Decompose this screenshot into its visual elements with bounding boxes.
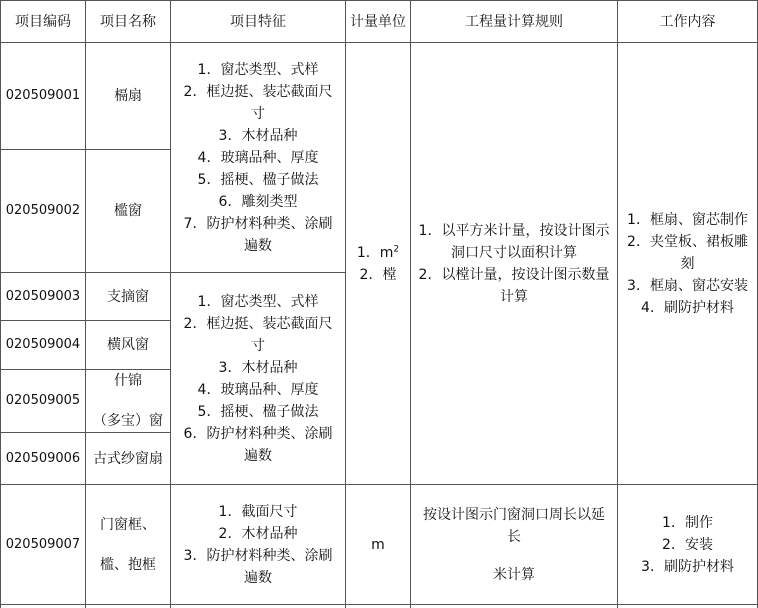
- header-features: 项目特征: [230, 13, 286, 30]
- work-line: 3．刷防护材料: [641, 558, 734, 575]
- feature-line: 3．木材品种: [218, 359, 298, 376]
- item-code: 020509007: [5, 536, 81, 552]
- feature-line: 6．雕刻类型: [218, 193, 298, 210]
- work-line: 刻: [680, 255, 695, 272]
- rule-line: 1．以平方米计量，按设计图示: [418, 222, 610, 239]
- features-group-2: [171, 273, 345, 484]
- rule-main: [411, 43, 617, 484]
- item-name: 横风窗: [107, 337, 149, 353]
- feature-line: 遍数: [243, 447, 272, 464]
- feature-line: 2．木材品种: [218, 525, 298, 542]
- feature-line: 寸: [250, 105, 265, 122]
- feature-line: 1．窗芯类型、式样: [197, 293, 319, 310]
- work-line: 4．刷防护材料: [641, 299, 734, 316]
- header-rule: 工程量计算规则: [465, 13, 563, 30]
- item-name: 古式纱窗扇: [93, 450, 163, 467]
- item-name-line: 槛、抱框: [100, 556, 156, 573]
- unit-line: 1．$m^2$: [356, 243, 400, 261]
- feature-line: 3．防护材料种类、涂刷: [183, 547, 333, 564]
- rule-line: 长: [507, 528, 521, 545]
- item-name: 槛窗: [114, 203, 142, 219]
- item-code: 020509004: [5, 337, 81, 352]
- feature-line: 4．玻璃品种、厚度: [197, 149, 319, 166]
- feature-line: 遍数: [243, 237, 272, 254]
- header-code: 项目编码: [15, 13, 71, 30]
- item-name: [86, 485, 170, 604]
- item-code: 020509002: [5, 203, 81, 218]
- item-code: 020509003: [5, 288, 81, 304]
- item-name-line: （多宝）窗: [93, 413, 163, 429]
- feature-line: 2．框边挺、装芯截面尺: [183, 83, 333, 100]
- feature-line: 3．木材品种: [218, 127, 298, 144]
- header-name: 项目名称: [100, 13, 156, 30]
- unit-main: [346, 43, 410, 484]
- item-name: [86, 370, 170, 432]
- work-line: 2．夹堂板、裙板雕: [627, 233, 748, 250]
- item-code: 020509005: [5, 393, 81, 408]
- unit-frame: m: [371, 536, 385, 553]
- work-main: [618, 43, 757, 484]
- unit-superscript: 2: [393, 243, 400, 254]
- feature-line: 5．摇梗、楹子做法: [197, 171, 319, 188]
- item-name: 槅扇: [114, 88, 142, 104]
- work-line: 1．制作: [662, 514, 713, 531]
- feature-line: 2．框边挺、装芯截面尺: [183, 315, 333, 332]
- header-unit: 计量单位: [350, 13, 406, 30]
- item-code: 020509001: [5, 88, 81, 103]
- features-group-1: [171, 43, 345, 272]
- rule-line: 2．以樘计量，按设计图示数量: [418, 266, 610, 283]
- feature-line: 4．玻璃品种、厚度: [197, 381, 319, 398]
- feature-line: 遍数: [243, 569, 272, 586]
- work-line: 1．框扇、窗芯制作: [627, 211, 748, 228]
- rule-frame: [411, 485, 617, 604]
- item-code: 020509006: [5, 450, 81, 466]
- work-line: 3．框扇、窗芯安装: [627, 277, 748, 294]
- rule-line: 计算: [499, 288, 528, 305]
- item-name-line: 什锦: [114, 373, 142, 389]
- features-group-3: [171, 485, 345, 604]
- unit-line: 2．樘: [359, 266, 397, 283]
- feature-line: 5．摇梗、楹子做法: [197, 403, 319, 420]
- header-work: 工作内容: [659, 13, 716, 30]
- feature-line: 7．防护材料种类、涂刷: [183, 215, 333, 232]
- feature-line: 寸: [250, 337, 265, 354]
- work-frame: [618, 485, 757, 604]
- rule-line: 米计算: [493, 566, 535, 583]
- item-name-line: 门窗框、: [100, 516, 156, 533]
- rule-line: 洞口尺寸以面积计算: [450, 244, 577, 261]
- work-line: 2．安装: [662, 536, 713, 553]
- feature-line: 6．防护材料种类、涂刷: [183, 425, 333, 442]
- item-name: 支摘窗: [107, 288, 149, 305]
- rule-line: 按设计图示门窗洞口周长以延: [423, 506, 605, 523]
- feature-line: 1．窗芯类型、式样: [197, 61, 319, 78]
- feature-line: 1．截面尺寸: [218, 503, 298, 520]
